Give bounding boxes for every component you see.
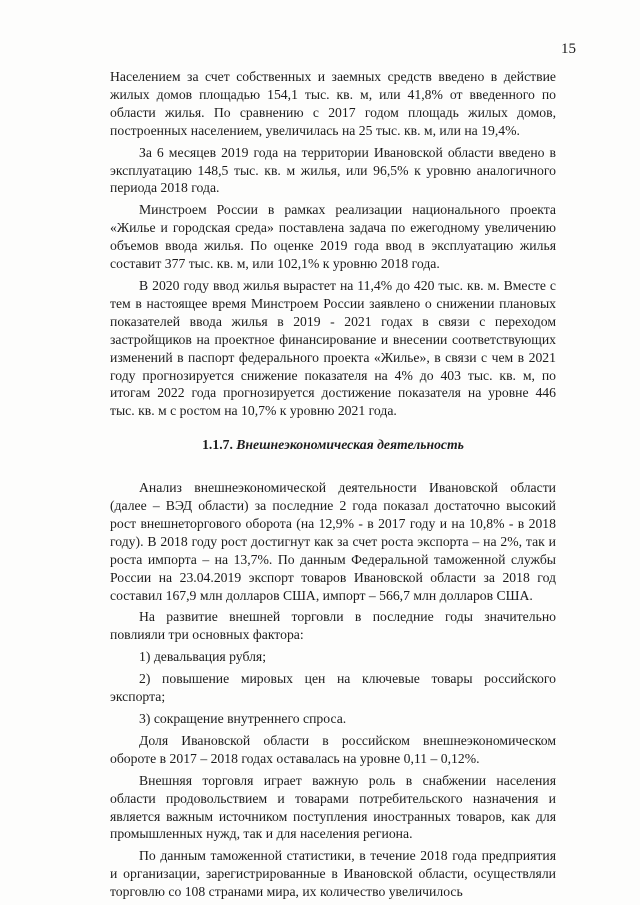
paragraph: Внешняя торговля играет важную роль в снабжении населения области продовольствием и товарами потребительского назначения и является важным источником поступления иностранных товаров, как для промышленных нужд, так и для населения региона. xyxy=(110,772,556,842)
paragraph: Доля Ивановской области в российском внешнеэкономическом обороте в 2017 – 2018 годах оставалась на уровне 0,11 – 0,12%. xyxy=(110,732,556,766)
list-item: 1) девальвация рубля; xyxy=(139,649,267,665)
paragraph: Анализ внешнеэкономической деятельности Ивановской области (далее – ВЭД области) за последние 2 года показал достаточно высокий рост внешнеторгового оборота (на 12,9% - в 2017 году и на 10,8% - в 2018 году). В 2018 году рост достигнут как за счет роста экспорта – на 2%, так и роста импорта – на 13,7%. По данным Федеральной таможенной службы России на 23.04.2019 экспорт товаров Ивановской области за 2018 год составил 167,9 млн долларов США, импорт – 566,7 млн долларов США. xyxy=(110,480,556,603)
section-number: 1.1.7. xyxy=(202,437,233,453)
section-heading xyxy=(110,436,556,454)
paragraph: На развитие внешней торговли в последние годы значительно повлияли три основных фактора: xyxy=(110,609,556,643)
document-body xyxy=(110,68,556,905)
paragraph: В 2020 году ввод жилья вырастет на 11,4% до 420 тыс. кв. м. Вместе с тем в настоящее время Минстроем России заявлено о снижении плановых показателей ввода жилья в 2019 - 2021 годах в связи с переходом застройщиков на проектное финансирование и внесении соответствующих изменений в паспорт федерального проекта «Жилье», в связи с чем в 2021 году прогнозируется снижение показателя на 4% до 403 тыс. кв. м, по итогам 2022 года прогнозируется достижение показателя на уровне 446 тыс. кв. м с ростом на 10,7% к уровню 2021 года. xyxy=(110,277,556,419)
list-item: 2) повышение мировых цен на ключевые товары российского экспорта; xyxy=(110,671,556,705)
list-item: 3) сокращение внутреннего спроса. xyxy=(139,711,347,726)
page-number: 15 xyxy=(561,41,576,57)
paragraph: За 6 месяцев 2019 года на территории Ивановской области введено в эксплуатацию 148,5 тыс. кв. м жилья, или 96,5% к уровню аналогичного периода 2018 года. xyxy=(110,144,556,196)
paragraph: По данным таможенной статистики, в течение 2018 года предприятия и организации, зарегистрированные в Ивановской области, осуществляли торговлю со 108 странами мира, их количество увеличилось xyxy=(110,848,556,900)
section-title: Внешнеэкономическая деятельность xyxy=(236,437,464,453)
paragraph: Населением за счет собственных и заемных средств введено в действие жилых домов площадью 154,1 тыс. кв. м, или 41,8% от введенного по области жилья. По сравнению с 2017 годом площадь жилых домов, построенных населением, увеличилась на 25 тыс. кв. м, или на 19,4%. xyxy=(110,69,556,138)
paragraph: Минстроем России в рамках реализации национального проекта «Жилье и городская среда» поставлена задача по ежегодному увеличению объемов ввода жилья. По оценке 2019 года ввод в эксплуатацию жилья составит 377 тыс. кв. м, или 102,1% к уровню 2018 года. xyxy=(110,202,556,272)
